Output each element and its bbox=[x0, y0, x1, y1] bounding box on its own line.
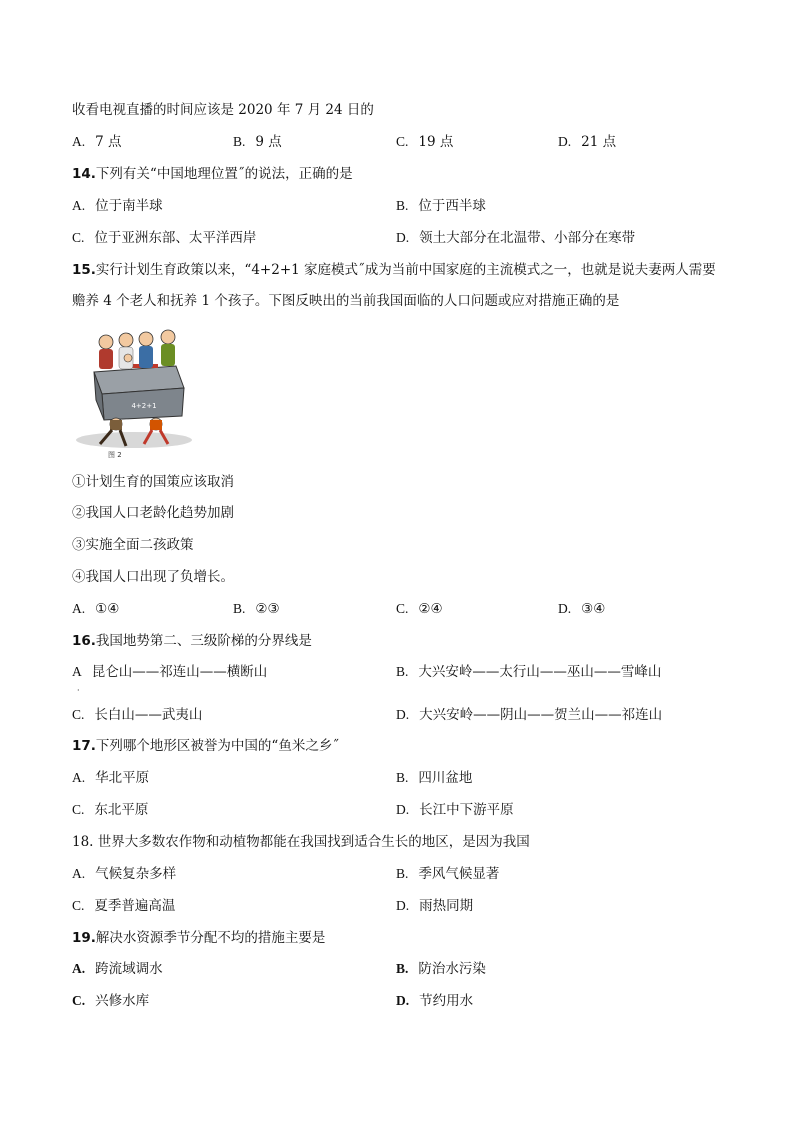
q15-option-b bbox=[233, 599, 280, 619]
q19-option-c bbox=[72, 991, 149, 1011]
q14-option-b bbox=[396, 196, 486, 216]
figure-caption: 图 2 bbox=[108, 451, 122, 459]
stray-dot: · bbox=[77, 686, 80, 695]
question-number: 14. bbox=[72, 166, 96, 182]
q15-stem-line1 bbox=[72, 260, 716, 280]
option-letter: B. bbox=[396, 866, 409, 881]
option-letter: B. bbox=[396, 961, 409, 976]
q13-option-b bbox=[233, 132, 282, 152]
question-number: 16. bbox=[72, 633, 96, 649]
option-letter: C. bbox=[396, 134, 409, 149]
option-letter: A. bbox=[72, 961, 86, 976]
option-text: 兴修水库 bbox=[95, 993, 150, 1009]
option-letter: B. bbox=[396, 664, 409, 679]
option-letter: C. bbox=[396, 601, 409, 616]
q14-option-c bbox=[72, 228, 256, 248]
q14-option-a bbox=[72, 196, 163, 216]
option-letter: D. bbox=[558, 134, 572, 149]
q13-option-a bbox=[72, 132, 122, 152]
option-letter: B. bbox=[233, 601, 246, 616]
option-text: 雨热同期 bbox=[419, 898, 474, 914]
option-text: 19 点 bbox=[418, 134, 454, 150]
option-letter: A. bbox=[72, 770, 86, 785]
option-text: 21 点 bbox=[581, 134, 617, 150]
q16-option-b bbox=[396, 662, 661, 682]
figure-label: 4+2+1 bbox=[131, 402, 157, 410]
question-number: 19. bbox=[72, 930, 96, 946]
q15-option-a bbox=[72, 599, 119, 619]
question-text: 解决水资源季节分配不均的措施主要是 bbox=[95, 930, 326, 946]
option-text: 四川盆地 bbox=[418, 770, 473, 786]
option-text: 位于亚洲东部、太平洋西岸 bbox=[94, 230, 257, 246]
option-letter: A. bbox=[72, 866, 86, 881]
q14-option-d bbox=[396, 228, 635, 248]
option-text: 东北平原 bbox=[94, 802, 149, 818]
option-text: 位于西半球 bbox=[418, 198, 486, 214]
question-number: 17. bbox=[72, 738, 96, 754]
option-text: 9 点 bbox=[255, 134, 282, 150]
option-letter: D. bbox=[396, 802, 410, 817]
option-text: ②④ bbox=[418, 601, 443, 617]
q13-option-c bbox=[396, 132, 453, 152]
q15-option-c bbox=[396, 599, 443, 619]
q19-stem bbox=[72, 928, 325, 948]
option-text: 节约用水 bbox=[419, 993, 474, 1009]
q18-option-b bbox=[396, 864, 499, 884]
option-letter: D. bbox=[396, 707, 410, 722]
option-letter: C. bbox=[72, 230, 85, 245]
option-text: 季风气候显著 bbox=[418, 866, 500, 882]
option-letter: B. bbox=[396, 198, 409, 213]
option-text: 7 点 bbox=[95, 134, 122, 150]
option-text: 大兴安岭——太行山——巫山——雪峰山 bbox=[418, 664, 662, 680]
q19-option-a bbox=[72, 959, 163, 979]
option-letter: B. bbox=[233, 134, 246, 149]
option-text: 长江中下游平原 bbox=[419, 802, 514, 818]
q15-statement-4: ④我国人口出现了负增长。 bbox=[72, 569, 234, 585]
option-letter: A. bbox=[72, 198, 86, 213]
q18-option-d bbox=[396, 896, 473, 916]
q17-option-d bbox=[396, 800, 514, 820]
q15-statement-2: ②我国人口老龄化趋势加剧 bbox=[72, 505, 234, 521]
option-letter: C. bbox=[72, 898, 85, 913]
q17-stem bbox=[72, 736, 339, 756]
q15-stem-line2: 赡养 4 个老人和抚养 1 个孩子。下图反映出的当前我国面临的人口问题或应对措施正确的是 bbox=[72, 293, 620, 309]
option-text: 防治水污染 bbox=[418, 961, 486, 977]
option-letter: A. bbox=[72, 134, 86, 149]
option-text: ①④ bbox=[95, 601, 120, 617]
q14-stem bbox=[72, 164, 353, 184]
option-text: 位于南半球 bbox=[95, 198, 163, 214]
q17-option-c bbox=[72, 800, 148, 820]
question-text: 下列哪个地形区被誉为中国的“鱼米之乡˝ bbox=[95, 738, 340, 754]
option-text: 长白山——武夷山 bbox=[94, 707, 203, 723]
q16-option-d bbox=[396, 705, 662, 725]
option-text: 大兴安岭——阴山——贺兰山——祁连山 bbox=[419, 707, 663, 723]
q16-stem bbox=[72, 631, 312, 651]
question-number: 15. bbox=[72, 262, 96, 278]
option-letter: B. bbox=[396, 770, 409, 785]
option-letter: C. bbox=[72, 802, 85, 817]
q18-stem: 18. 世界大多数农作物和动植物都能在我国找到适合生长的地区，是因为我国 bbox=[72, 834, 530, 850]
option-letter: A bbox=[72, 664, 82, 679]
option-text: 领土大部分在北温带、小部分在寒带 bbox=[419, 230, 636, 246]
q16-option-c bbox=[72, 705, 202, 725]
q15-statement-1: ①计划生育的国策应该取消 bbox=[72, 474, 234, 490]
q18-option-a bbox=[72, 864, 176, 884]
option-text: ③④ bbox=[581, 601, 606, 617]
option-letter: A. bbox=[72, 601, 86, 616]
q19-option-d bbox=[396, 991, 473, 1011]
q17-option-b bbox=[396, 768, 472, 788]
option-text: 夏季普遍高温 bbox=[94, 898, 176, 914]
question-text: 实行计划生育政策以来，“4+2+1 家庭模式˝成为当前中国家庭的主流模式之一，也就是说夫妻两人需要 bbox=[95, 262, 716, 278]
option-text: 气候复杂多样 bbox=[95, 866, 177, 882]
question-text: 我国地势第二、三级阶梯的分界线是 bbox=[95, 633, 312, 649]
question-text: 下列有关“中国地理位置˝的说法，正确的是 bbox=[95, 166, 353, 182]
option-text: ②③ bbox=[255, 601, 280, 617]
family-burden-cartoon bbox=[72, 320, 196, 462]
q17-option-a bbox=[72, 768, 149, 788]
option-text: 跨流域调水 bbox=[95, 961, 163, 977]
q16-option-a bbox=[72, 662, 267, 682]
option-letter: C. bbox=[72, 993, 86, 1008]
q13-option-d bbox=[558, 132, 616, 152]
option-letter: D. bbox=[396, 230, 410, 245]
q19-option-b bbox=[396, 959, 486, 979]
option-text: 华北平原 bbox=[95, 770, 150, 786]
q15-option-d bbox=[558, 599, 605, 619]
q13-stem-tail: 收看电视直播的时间应该是 2020 年 7 月 24 日的 bbox=[72, 102, 374, 118]
option-letter: D. bbox=[396, 993, 410, 1008]
option-letter: C. bbox=[72, 707, 85, 722]
q18-option-c bbox=[72, 896, 175, 916]
option-text: 昆仑山——祁连山——横断山 bbox=[91, 664, 268, 680]
q15-statement-3: ③实施全面二孩政策 bbox=[72, 537, 194, 553]
option-letter: D. bbox=[558, 601, 572, 616]
option-letter: D. bbox=[396, 898, 410, 913]
